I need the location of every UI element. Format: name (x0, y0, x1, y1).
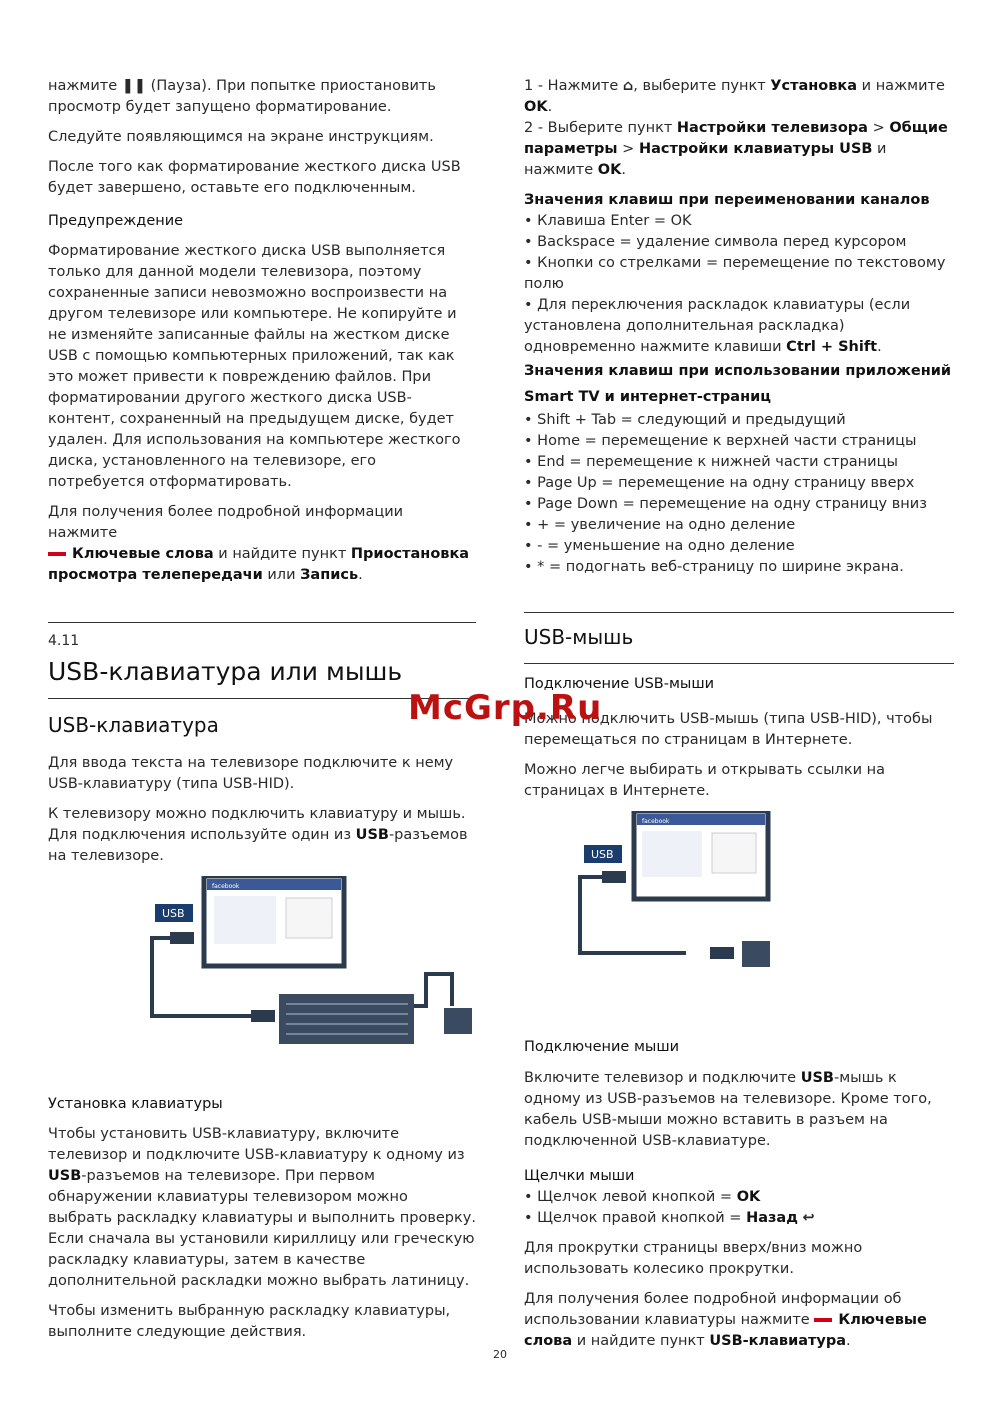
usb-label: USB (355, 827, 389, 843)
usb-plug (602, 871, 626, 883)
back-icon: ↩ (802, 1210, 815, 1226)
click-right-value: Назад (746, 1210, 798, 1226)
keyboard (279, 994, 414, 1044)
usb-keyboard-settings-item: Настройки клавиатуры USB (638, 141, 873, 157)
connect-pre: Включите телевизор и подключите (524, 1070, 801, 1086)
mouse-illustration (576, 811, 836, 1001)
usb-plug-2 (710, 947, 734, 959)
list-item: • Home = перемещение к верхней части страницы (524, 431, 954, 452)
switch-pre: Для переключения раскладок клавиатуры (если установлена дополнительная раскладка) одновременно нажмите клавиши (524, 297, 911, 355)
apps-heading: Значения клавиш при использовании приложений Smart TV и интернет-страниц (524, 363, 952, 405)
list-item: • Page Up = перемещение на одну страницу вверх (524, 473, 954, 494)
general-settings-item: Общие параметры (524, 120, 948, 157)
facebook-map (214, 896, 276, 944)
keyboard-illustration (96, 876, 496, 1076)
intro-paragraph-2: Следуйте появляющимся на экране инструкциям. (48, 129, 434, 145)
more-info-or: или (262, 567, 301, 583)
usb-plug (170, 932, 194, 944)
mouse-divider (524, 612, 954, 613)
install-paragraph (48, 1124, 476, 1292)
more-end: . (846, 1333, 851, 1349)
keyboard-paragraph-1: Для ввода текста на телевизоре подключите к нему USB-клавиатуру (типа USB-HID). (48, 755, 454, 792)
step1-end: . (547, 99, 553, 115)
record-item: Запись (300, 567, 359, 583)
section-title: USB-клавиатура или мышь (48, 657, 403, 686)
more-mid: и найдите пункт (572, 1333, 710, 1349)
keywords-link[interactable]: Ключевые слова (72, 546, 214, 562)
step1-pre: 1 - Нажмите (524, 78, 623, 94)
clicks-list (524, 1187, 954, 1229)
list-item: • Кнопки со стрелками = перемещение по текстовому полю (524, 253, 954, 295)
section-divider (48, 622, 476, 623)
mouse (444, 1008, 472, 1034)
install-pre: Чтобы установить USB-клавиатуру, включите телевизор и подключите USB-клавиатуру к одному из (48, 1126, 465, 1163)
keyboard-paragraph-2a: К телевизору можно подключить клавиатуру и мышь. (48, 806, 466, 822)
page-number: 20 (493, 1348, 507, 1361)
more-info-pre: Для получения более подробной информации нажмите (48, 504, 404, 541)
step2-sep-1: > (867, 120, 890, 136)
red-key-icon (814, 1318, 832, 1322)
step1-post: и нажмите (857, 78, 945, 94)
ok-key-2: OK (597, 162, 622, 178)
warning-heading: Предупреждение (48, 213, 184, 229)
mouse-conn-heading: Подключение USB-мыши (524, 676, 715, 692)
connect-post: -мышь к одному из USB-разъемов на телевизоре. Кроме того, кабель USB-мыши можно вставить в разъем на подключенной USB-клавиатуре. (524, 1070, 932, 1149)
list-item: • Page Down = перемещение на одну страницу вниз (524, 494, 954, 515)
list-item: • End = перемещение к нижней части страницы (524, 452, 954, 473)
facebook-map (642, 831, 702, 877)
ok-key: OK (524, 99, 548, 115)
usb-tag-label: USB (162, 907, 185, 920)
keyboard-paragraph-2b-pre: Для подключения используйте один из (48, 827, 356, 843)
keywords-link[interactable]: Ключевые слова (524, 1312, 927, 1349)
install-post: -разъемов на телевизоре. При первом обнаружении клавиатуры телевизором можно выбрать раскладку клавиатуры и выполнить проверку. Если сначала вы установили кириллицу или греческую раскладку клавиатуры, затем в качестве дополнительной раскладки можно выбрать латиницу. (48, 1168, 476, 1289)
connect-usb: USB (800, 1070, 834, 1086)
facebook-form (712, 833, 756, 873)
scroll-paragraph: Для прокрутки страницы вверх/вниз можно использовать колесико прокрутки. (524, 1240, 863, 1277)
usb-keyboard-item: USB-клавиатура (709, 1333, 847, 1349)
facebook-form (286, 898, 332, 938)
more-pre: Для получения более подробной информации об использовании клавиатуры нажмите (524, 1291, 902, 1328)
clicks-heading: Щелчки мыши (524, 1168, 635, 1184)
apps-list (524, 410, 954, 578)
click-left-pre: Щелчок левой кнопкой = (537, 1189, 737, 1205)
warning-text: Форматирование жесткого диска USB выполняется только для данной модели телевизора, поэтому сохраненные записи невозможно воспроизвести на другом телевизоре или компьютере. Не копируйте и не изменяйте записанные файлы на жестком диске USB с помощью компьютерных приложений, так как это может привести к повреждению файлов. При форматировании другого жесткого диска USB-контент, сохраненный на предыдущем диске, будет удален. Для использования на компьютере жесткого диска, установленного на телевизоре, его потребуется отформатировать. (48, 243, 461, 490)
more-info-paragraph-right (524, 1289, 954, 1352)
connect-heading: Подключение мыши (524, 1039, 680, 1055)
list-item: • - = уменьшение на одно деление (524, 536, 954, 557)
list-item: • Shift + Tab = следующий и предыдущий (524, 410, 954, 431)
step2-pre: 2 - Выберите пункт (524, 120, 677, 136)
install-usb: USB (48, 1168, 82, 1184)
mouse-paragraph-1: Можно подключить USB-мышь (типа USB-HID), чтобы перемещаться по страницам в Интернете. (524, 711, 933, 748)
keyboard-paragraph-2 (48, 804, 476, 867)
mouse (742, 941, 770, 967)
connect-paragraph (524, 1068, 954, 1152)
facebook-logo: facebook (212, 883, 240, 890)
home-icon: ⌂ (622, 78, 634, 94)
red-key-icon (48, 552, 66, 556)
tv-settings-item: Настройки телевизора (676, 120, 868, 136)
rename-heading: Значения клавиш при переименовании каналов (524, 192, 930, 208)
click-left-value: OK (736, 1189, 761, 1205)
step2-post: и нажмите (524, 141, 887, 178)
step2-sep-2: > (617, 141, 639, 157)
step1-mid: , выберите пункт (633, 78, 771, 94)
intro-paragraph-1: нажмите ❚❚ (Пауза). При попытке приостановить просмотр будет запущено форматирование. (48, 78, 436, 115)
watermark: McGrp.Ru (408, 688, 603, 728)
usb-tag-label: USB (591, 848, 614, 861)
list-item: • Backspace = удаление символа перед курсором (524, 232, 954, 253)
more-info-paragraph (48, 502, 476, 586)
click-right-pre: Щелчок правой кнопкой = (537, 1210, 747, 1226)
list-item (524, 1208, 954, 1229)
change-layout-paragraph: Чтобы изменить выбранную раскладку клавиатуры, выполните следующие действия. (48, 1303, 451, 1340)
ctrl-shift-keys: Ctrl + Shift (786, 339, 878, 355)
intro-paragraph-3: После того как форматирование жесткого диска USB будет завершено, оставьте его подключенным. (48, 159, 461, 196)
list-item: • + = увеличение на одно деление (524, 515, 954, 536)
list-item: • * = подогнать веб-страницу по ширине экрана. (524, 557, 954, 578)
setup-item: Установка (770, 78, 858, 94)
subsection-title: USB-клавиатура (48, 713, 219, 737)
mouse-title-divider (524, 663, 954, 664)
usb-plug-2 (251, 1010, 275, 1022)
step-1 (524, 76, 954, 118)
rename-list (524, 211, 954, 358)
install-heading: Установка клавиатуры (48, 1096, 223, 1112)
mouse-paragraph-2: Можно легче выбирать и открывать ссылки на страницах в Интернете. (524, 762, 885, 799)
pause-item: Приостановка просмотра телепередачи (48, 546, 470, 583)
step-2 (524, 118, 954, 181)
list-item (524, 1187, 954, 1208)
switch-end: . (877, 339, 882, 355)
mouse-title: USB-мышь (524, 625, 634, 649)
more-info-end: . (358, 567, 363, 583)
step2-end: . (621, 162, 626, 178)
keyboard-paragraph-2b-post: -разъемов на телевизоре. (48, 827, 468, 864)
more-info-mid: и найдите пункт (213, 546, 351, 562)
list-item: • Клавиша Enter = OK (524, 211, 954, 232)
section-number: 4.11 (48, 633, 80, 649)
facebook-logo: facebook (642, 818, 670, 825)
mouse-cable (414, 974, 452, 1006)
list-item (524, 295, 954, 358)
